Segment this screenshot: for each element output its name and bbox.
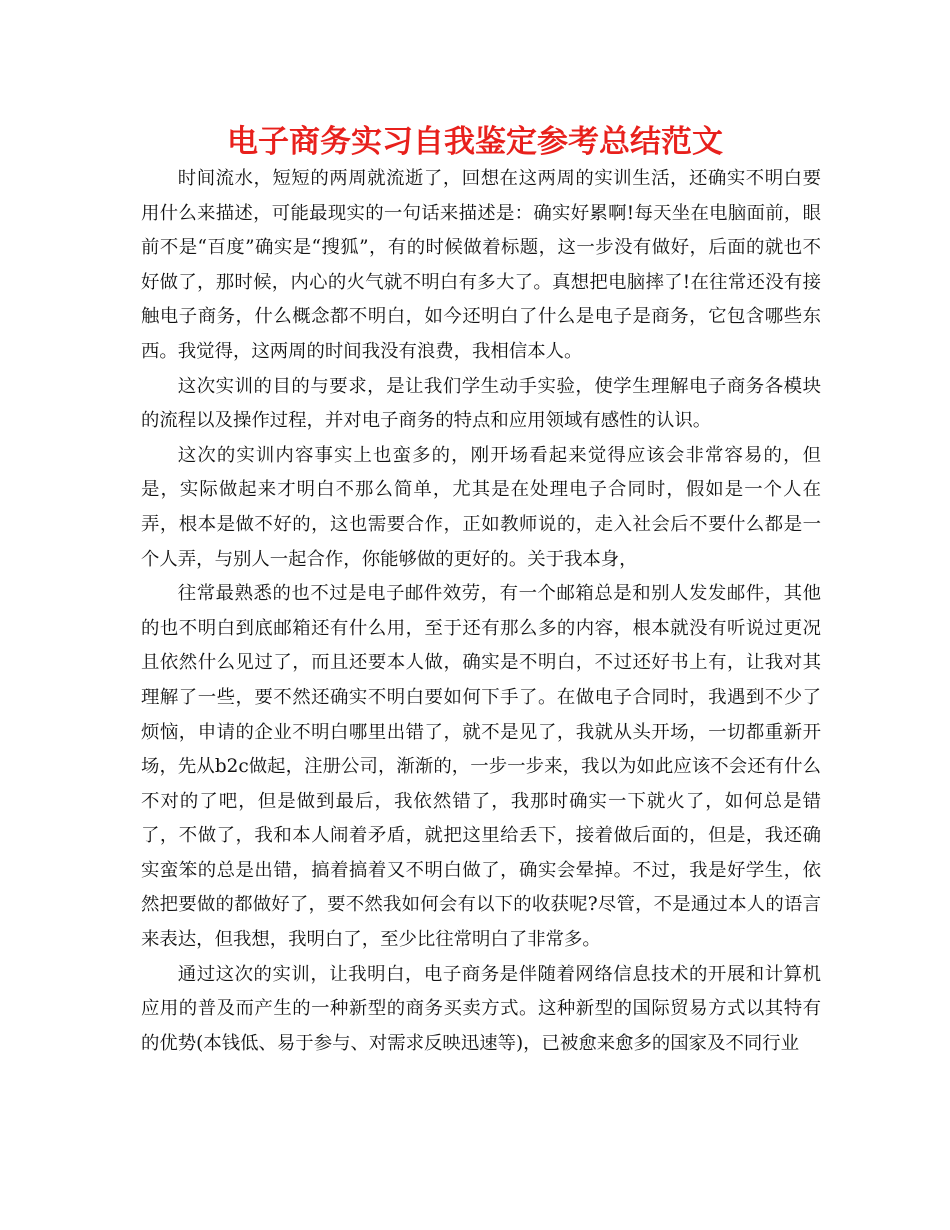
document-title: 电子商务实习自我鉴定参考总结范文 bbox=[227, 124, 723, 160]
paragraph-5: 通过这次的实训，让我明白，电子商务是伴随着网络信息技术的开展和计算机应用的普及而产生的一种新型的商务买卖方式。这种新型的国际贸易方式以其特有的优势(本钱低、易于参与、对需求反映迅速等)，已被愈来愈多的国家及不同行业 bbox=[141, 963, 821, 1054]
paragraph-2: 这次实训的目的与要求，是让我们学生动手实验，使学生理解电子商务各模块的流程以及操作过程，并对电子商务的特点和应用领域有感性的认识。 bbox=[141, 375, 821, 432]
paragraph-4: 往常最熟悉的也不过是电子邮件效劳，有一个邮箱总是和别人发发邮件，其他的也不明白到底邮箱还有什么用，至于还有那么多的内容，根本就没有听说过更况且依然什么见过了，而且还要本人做，确实是不明白，不过还好书上有，让我对其理解了一些，要不然还确实不明白要如何下手了。在做电子合同时，我遇到不少了烦恼，申请的企业不明白哪里出错了，就不是见了，我就从头开场，一切都重新开场，先从b2c做起，注册公司，渐渐的，一步一步来，我以为如此应该不会还有什么不对的了吧，但是做到最后，我依然错了，我那时确实一下就火了，如何总是错了，不做了，我和本人闹着矛盾，就把这里给丢下，接着做后面的，但是，我还确实蛮笨的总是出错，搞着搞着又不明白做了，确实会晕掉。不过，我是好学生，依然把要做的都做好了，要不然我如何会有以下的收获呢?尽管，不是通过本人的语言来表达，但我想，我明白了，至少比往常明白了非常多。 bbox=[141, 583, 821, 951]
document-body bbox=[141, 162, 821, 1061]
paragraph-1: 时间流水，短短的两周就流逝了，回想在这两周的实训生活，还确实不明白要用什么来描述，可能最现实的一句话来描述是：确实好累啊!每天坐在电脑面前，眼前不是“百度”确实是“搜狐”，有的时候做着标题，这一步没有做好，后面的就也不好做了，那时候，内心的火气就不明白有多大了。真想把电脑摔了!在往常还没有接触电子商务，什么概念都不明白，如今还明白了什么是电子是商务，它包含哪些东西。我觉得，这两周的时间我没有浪费，我相信本人。 bbox=[141, 168, 821, 362]
paragraph-3: 这次的实训内容事实上也蛮多的，刚开场看起来觉得应该会非常容易的，但是，实际做起来才明白不那么简单，尤其是在处理电子合同时，假如是一个人在弄，根本是做不好的，这也需要合作，正如教师说的，走入社会后不要什么都是一个人弄，与别人一起合作，你能够做的更好的。关于我本身， bbox=[141, 444, 821, 570]
